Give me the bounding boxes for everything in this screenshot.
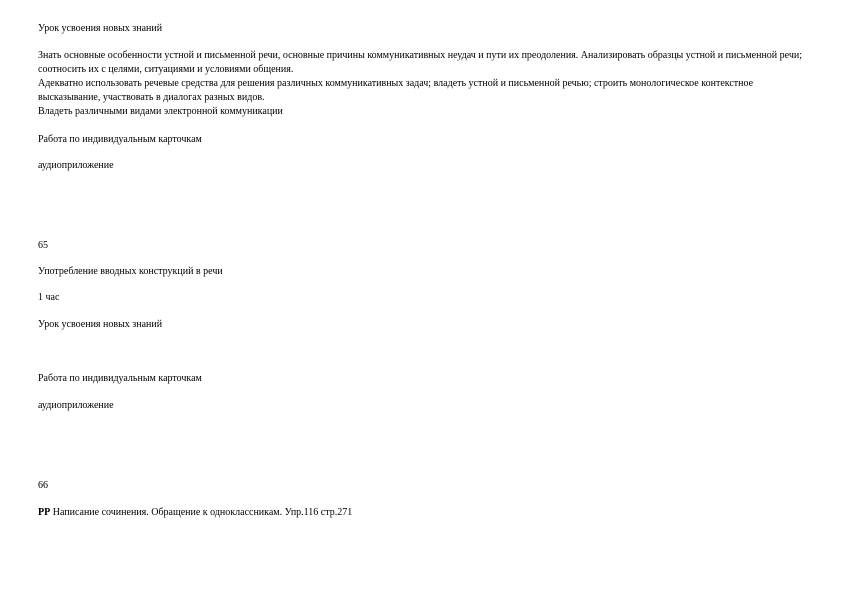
lesson-goals <box>38 49 813 119</box>
lesson-type-1: Урок усвоения новых знаний <box>38 23 163 34</box>
goal-item: Владеть различными видами электронной коммуникации <box>38 106 283 117</box>
resources-1: аудиоприложение <box>38 160 114 171</box>
lesson-topic-65: Употребление вводных конструкций в речи <box>38 266 223 277</box>
lesson-hours-65: 1 час <box>38 292 60 303</box>
goal-item: Знать основные особенности устной и письменной речи, основные причины коммуникативных неудач и пути их преодоления. Анализировать образцы устной и письменной речи; соотносить их с целями, ситуациями и условиями общения. <box>38 50 802 75</box>
topic-prefix: РР <box>38 507 51 518</box>
control-form-65: Работа по индивидуальным карточкам <box>38 373 202 384</box>
lesson-type-65: Урок усвоения новых знаний <box>38 319 163 330</box>
goal-item: Адекватно использовать речевые средства для решения различных коммуникативных задач; владеть устной и письменной речью; строить монологическое контекстное высказывание, участвовать в диалогах разных видов. <box>38 78 754 103</box>
control-form-1: Работа по индивидуальным карточкам <box>38 134 202 145</box>
resources-65: аудиоприложение <box>38 400 114 411</box>
topic-text: Написание сочинения. Обращение к одноклассникам. Упр.116 стр.271 <box>52 507 353 518</box>
lesson-number-65: 65 <box>38 240 48 251</box>
lesson-topic-66 <box>38 507 352 519</box>
lesson-number-66: 66 <box>38 480 48 491</box>
